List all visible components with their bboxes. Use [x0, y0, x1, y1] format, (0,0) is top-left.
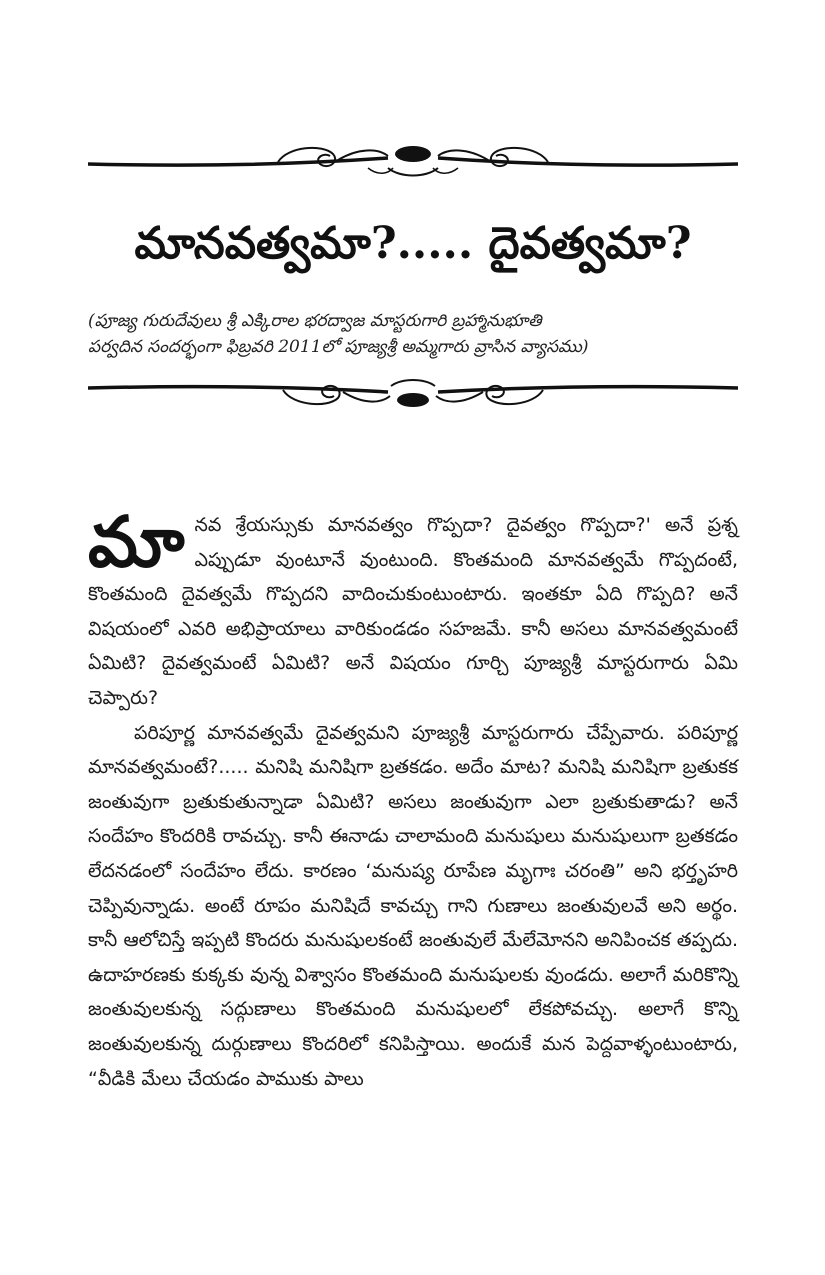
- paragraph-2: పరిపూర్ణ మానవత్వమే దైవత్వమని పూజ్యశ్రీ మాస్టరుగారు చేప్పేవారు. పరిపూర్ణ మానవత్వమంటే?..... మనిషి మనిషిగా బ్రతకడం. అదేం మాట? మనిషి మనిషిగా బ్రతుకక జంతువుగా బ్రతుకుతున్నాడా ఏమిటి? అసలు జంతువుగా ఎలా బ్రతుకుతాడు? అనే సందేహం కొందరికి రావచ్చు. కానీ ఈనాడు చాలామంది మనుషులు మనుషులుగా బ్రతకడం లేదనడంలో సందేహం లేదు. కారణం ‘మనుష్య రూపేణ మృగాః చరంతి” అని భర్తృహరి చెప్పివున్నాడు. అంటే రూపం మనిషిదే కావచ్చు గాని గుణాలు జంతువులవే అని అర్థం. కానీ ఆలోచిస్తే ఇప్పటి కొందరు మనుషులకంటే జంతువులే మేలేమోనని అనిపించక తప్పదు. ఉదాహరణకు కుక్కకు వున్న విశ్వాసం కొంతమంది మనుషులకు వుండదు. అలాగే మరికొన్ని జంతువులకున్న సద్గుణాలు కొంతమంది మనుషులలో లేకపోవచ్చు. అలాగే కొన్ని జంతువులకున్న దుర్గుణాలు కొందరిలో కనిపిస్తాయి. అందుకే మన పెద్దవాళ్ళంటుంటారు, “వీడికి మేలు చేయడం పాముకు పాలు: [88, 721, 738, 1090]
- subtitle-line-1: (పూజ్య గురుదేవులు శ్రీ ఎక్కిరాల భరద్వాజ మాస్టరుగారి బ్రహ్మానుభూతి: [88, 311, 542, 331]
- top-ornament-divider: [88, 138, 738, 182]
- article-subtitle: [88, 308, 738, 360]
- drop-cap: మా: [88, 500, 185, 583]
- bottom-ornament-divider: [88, 376, 738, 416]
- article-title: మానవత్వమా?..... దైవత్వమా?: [134, 218, 692, 269]
- flourish-ornament-icon: [88, 376, 738, 416]
- paragraph-1-text: నవ శ్రేయస్సుకు మానవత్వం గొప్పదా? దైవత్వం గొప్పదా?' అనే ప్రశ్న ఎప్పుడూ వుంటూనే వుంటుంది. కొంతమంది మానవత్వమే గొప్పదంటే, కొంతమంది దైవత్వమే గొప్పదని వాదించుకుంటుంటారు. ఇంతకూ ఏది గొప్పది? అనే విషయంలో ఎవరి అభిప్రాయాలు వారికుండడం సహజమే. కానీ అసలు మానవత్వమంటే ఏమిటి? దైవత్వమంటే ఏమిటి? అనే విషయం గూర్చి పూజ్యశ్రీ మాస్టరుగారు ఏమి చెప్పారు?: [88, 514, 738, 709]
- paragraph-1: [88, 500, 738, 716]
- subtitle-line-2: పర్వదిన సందర్భంగా ఫిబ్రవరి 2011లో పూజ్యశ్రీ అమ్మగారు వ్రాసిన వ్యాసము): [88, 337, 589, 357]
- flourish-ornament-icon: [88, 138, 738, 182]
- article-body: [88, 500, 738, 1096]
